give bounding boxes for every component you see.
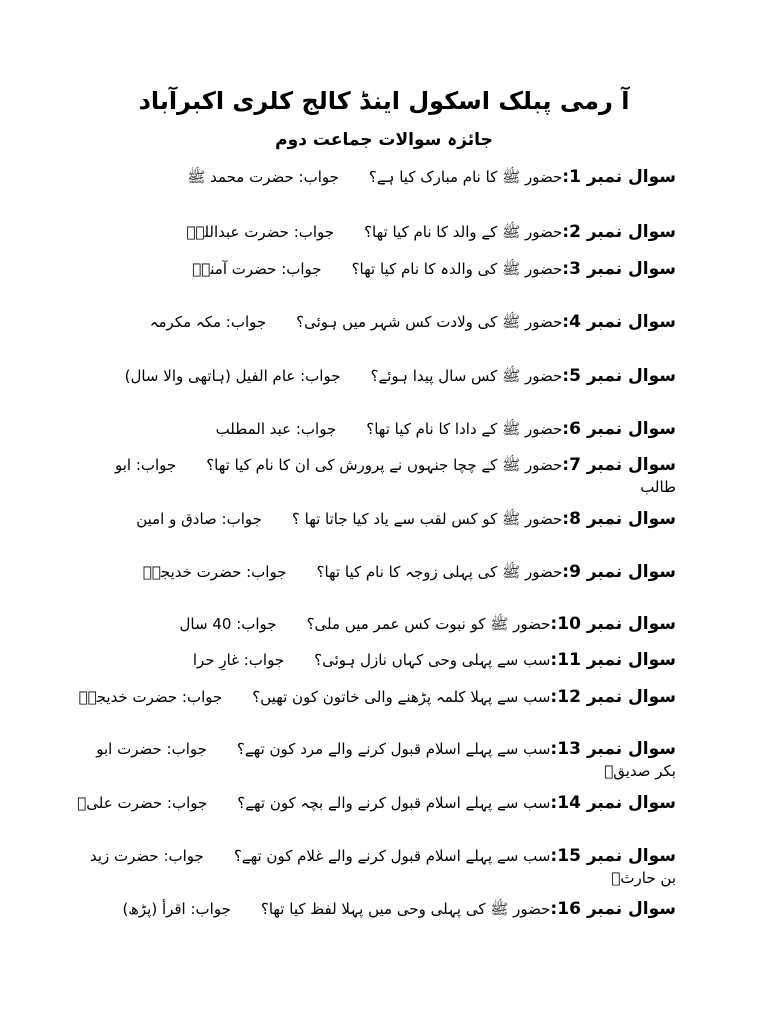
question-text: حضور ﷺ کی والدہ کا نام کیا تھا؟	[351, 260, 563, 278]
question-item-3	[76, 258, 676, 280]
question-label: سوال نمبر 1:	[562, 167, 676, 187]
question-label: سوال نمبر 8:	[562, 509, 676, 529]
question-text: حضور ﷺ کے والد کا نام کیا تھا؟	[364, 223, 563, 241]
question-item-13	[76, 738, 676, 782]
answer-text: جواب: حضرت علیؓ	[77, 794, 208, 812]
question-label: سوال نمبر 15:	[550, 846, 676, 866]
question-text: حضور ﷺ کو کس لقب سے یاد کیا جاتا تھا ؟	[291, 510, 563, 528]
question-text: حضور ﷺ کی ولادت کس شہر میں ہوئی؟	[296, 313, 563, 331]
question-label: سوال نمبر 12:	[550, 687, 676, 707]
question-item-10	[76, 613, 676, 635]
question-label: سوال نمبر 3:	[562, 259, 676, 279]
question-item-15	[76, 845, 676, 889]
answer-text: جواب: غارِ حرا	[192, 651, 285, 669]
answer-text: جواب: حضرت خدیجہؓ	[142, 563, 287, 581]
question-label: سوال نمبر 13:	[550, 739, 676, 759]
question-label: سوال نمبر 11:	[550, 650, 676, 670]
answer-text: جواب: ابو طالب	[114, 456, 676, 496]
question-text: سب سے پہلے اسلام قبول کرنے والے غلام کون تھے؟	[233, 847, 551, 865]
question-label: سوال نمبر 16:	[550, 899, 676, 919]
question-item-5	[76, 365, 676, 387]
answer-text: جواب: حضرت عبداللہؓ	[186, 223, 335, 241]
answer-text: جواب: صادق و امین	[136, 510, 262, 528]
answer-text: جواب: حضرت خدیجہؓ	[78, 688, 223, 706]
question-text: حضور ﷺ کی پہلی وحی میں پہلا لفظ کیا تھا؟	[260, 900, 551, 918]
question-item-2	[76, 221, 676, 243]
answer-text: جواب: 40 سال	[179, 615, 277, 633]
question-item-16	[76, 898, 676, 920]
question-label: سوال نمبر 4:	[562, 312, 676, 332]
question-item-4	[76, 311, 676, 333]
question-text: حضور ﷺ کا نام مبارک کیا ہے؟	[368, 168, 563, 186]
question-item-11	[76, 649, 676, 671]
answer-text: جواب: اقرأ (پڑھ)	[122, 900, 231, 918]
answer-text: جواب: حضرت آمنہؓ	[192, 260, 322, 278]
question-text: سب سے پہلا کلمہ پڑھنے والی خاتون کون تھیں؟	[252, 688, 551, 706]
question-text: حضور ﷺ کی پہلی زوجہ کا نام کیا تھا؟	[316, 563, 563, 581]
answer-text: جواب: مکہ مکرمہ	[149, 313, 267, 331]
question-item-14	[76, 792, 676, 814]
document-title: آ رمی پبلک اسکول اینڈ کالج کلری اکبرآباد	[138, 87, 630, 115]
question-item-6	[76, 418, 676, 440]
document-subtitle: جائزہ سوالات جماعت دوم	[275, 130, 493, 150]
question-label: سوال نمبر 6:	[562, 419, 676, 439]
question-label: سوال نمبر 9:	[562, 562, 676, 582]
question-text: حضور ﷺ کے چچا جنہوں نے پرورش کی ان کا نام کیا تھا؟	[206, 456, 563, 474]
question-text: سب سے پہلی وحی کہاں نازل ہوئی؟	[314, 651, 551, 669]
question-label: سوال نمبر 2:	[562, 222, 676, 242]
answer-text: جواب: حضرت ابو بکر صدیقؓ	[96, 740, 676, 780]
question-label: سوال نمبر 7:	[562, 455, 676, 475]
question-text: حضور ﷺ کے دادا کا نام کیا تھا؟	[366, 420, 563, 438]
question-item-9	[76, 561, 676, 583]
answer-text: جواب: عام الفیل (ہاتھی والا سال)	[124, 367, 341, 385]
question-item-1	[76, 166, 676, 188]
question-label: سوال نمبر 14:	[550, 793, 676, 813]
question-item-12	[76, 686, 676, 708]
question-text: حضور ﷺ کو نبوت کس عمر میں ملی؟	[306, 615, 551, 633]
question-label: سوال نمبر 5:	[562, 366, 676, 386]
answer-text: جواب: حضرت زید بن حارثؓ	[89, 847, 676, 887]
question-text: سب سے پہلے اسلام قبول کرنے والے مرد کون تھے؟	[236, 740, 551, 758]
question-item-8	[76, 508, 676, 530]
question-item-7	[76, 454, 676, 498]
question-text: سب سے پہلے اسلام قبول کرنے والے بچہ کون تھے؟	[237, 794, 551, 812]
question-text: حضور ﷺ کس سال پیدا ہوئے؟	[370, 367, 563, 385]
answer-text: جواب: عبد المطلب	[215, 420, 337, 438]
question-label: سوال نمبر 10:	[550, 614, 676, 634]
answer-text: جواب: حضرت محمد ﷺ	[187, 168, 339, 186]
